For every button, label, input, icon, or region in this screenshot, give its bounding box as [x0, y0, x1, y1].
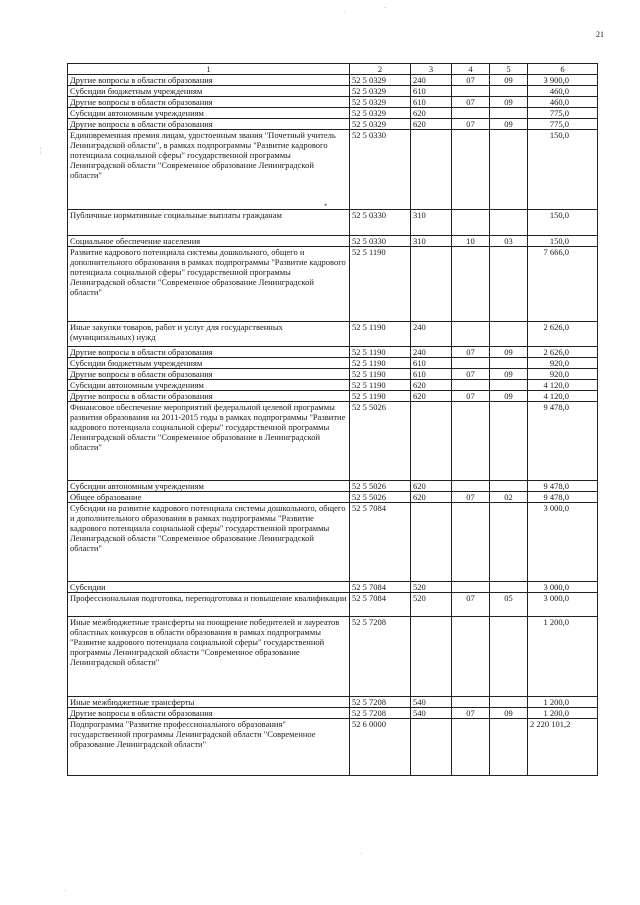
- row-code: 52 5 7208: [350, 617, 411, 697]
- scan-speck: .: [360, 848, 362, 856]
- row-code: 52 5 1190: [350, 380, 411, 391]
- row-expense-type: [411, 402, 452, 481]
- row-section: 07: [452, 391, 490, 402]
- row-amount: 2 626,0: [528, 322, 598, 347]
- row-amount: 3 000,0: [528, 593, 598, 617]
- row-expense-type: 610: [411, 97, 452, 108]
- row-amount: 150,0: [528, 210, 598, 236]
- row-section: [452, 481, 490, 492]
- row-expense-type: 620: [411, 380, 452, 391]
- row-amount: 7 666,0: [528, 247, 598, 322]
- scan-speck: ¦: [40, 146, 42, 154]
- row-expense-type: 620: [411, 492, 452, 503]
- row-subsection: 09: [490, 119, 528, 130]
- row-expense-type: [411, 719, 452, 776]
- page-number: 21: [596, 30, 604, 39]
- row-name: Другие вопросы в области образования: [68, 75, 350, 86]
- row-subsection: [490, 322, 528, 347]
- row-amount: 775,0: [528, 119, 598, 130]
- row-subsection: 09: [490, 97, 528, 108]
- row-name: Социальное обеспечение населения: [68, 236, 350, 247]
- row-name: Субсидии бюджетным учреждениям: [68, 358, 350, 369]
- column-header: 3: [411, 64, 452, 75]
- row-amount: 150,0: [528, 236, 598, 247]
- row-subsection: [490, 108, 528, 119]
- row-amount: 460,0: [528, 86, 598, 97]
- row-expense-type: 310: [411, 210, 452, 236]
- row-code: 52 5 0329: [350, 86, 411, 97]
- row-name: Другие вопросы в области образования: [68, 119, 350, 130]
- row-section: [452, 247, 490, 322]
- row-expense-type: 610: [411, 369, 452, 380]
- scan-speck: .: [344, 6, 346, 14]
- row-subsection: [490, 86, 528, 97]
- row-section: [452, 380, 490, 391]
- row-subsection: 09: [490, 347, 528, 358]
- row-section: [452, 697, 490, 708]
- row-expense-type: [411, 617, 452, 697]
- table-row: [68, 492, 598, 503]
- row-code: 52 5 1190: [350, 247, 411, 322]
- row-expense-type: 240: [411, 347, 452, 358]
- row-name: Субсидии бюджетным учреждениям: [68, 86, 350, 97]
- row-section: 07: [452, 347, 490, 358]
- table-row: [68, 593, 598, 617]
- table-row: [68, 402, 598, 481]
- row-code: 52 5 1190: [350, 347, 411, 358]
- budget-table: [67, 63, 598, 776]
- table-row: [68, 108, 598, 119]
- row-name: Субсидии автономным учреждениям: [68, 108, 350, 119]
- row-section: 07: [452, 708, 490, 719]
- column-header: 2: [350, 64, 411, 75]
- row-subsection: 05: [490, 593, 528, 617]
- row-section: 07: [452, 369, 490, 380]
- row-name: Публичные нормативные социальные выплаты гражданам: [68, 210, 350, 236]
- row-name: Другие вопросы в области образования: [68, 369, 350, 380]
- row-amount: 3 000,0: [528, 503, 598, 582]
- table-row: [68, 503, 598, 582]
- row-name: Другие вопросы в области образования: [68, 391, 350, 402]
- table-row: [68, 719, 598, 776]
- row-subsection: [490, 210, 528, 236]
- table-row: [68, 86, 598, 97]
- row-code: 52 5 0329: [350, 108, 411, 119]
- table-row: [68, 358, 598, 369]
- table-row: [68, 322, 598, 347]
- row-amount: 2 626,0: [528, 347, 598, 358]
- row-subsection: [490, 617, 528, 697]
- row-code: 52 5 7208: [350, 697, 411, 708]
- row-subsection: [490, 380, 528, 391]
- table-row: [68, 380, 598, 391]
- row-section: [452, 130, 490, 210]
- row-code: 52 5 7084: [350, 593, 411, 617]
- row-amount: 3 000,0: [528, 582, 598, 593]
- row-amount: 920,0: [528, 358, 598, 369]
- row-expense-type: 620: [411, 481, 452, 492]
- row-section: 07: [452, 97, 490, 108]
- table-row: [68, 347, 598, 358]
- row-subsection: [490, 719, 528, 776]
- table-row: [68, 617, 598, 697]
- row-expense-type: [411, 130, 452, 210]
- table-row: [68, 236, 598, 247]
- row-expense-type: 520: [411, 582, 452, 593]
- row-name: Иные межбюджетные трансферты: [68, 697, 350, 708]
- row-amount: 1 200,0: [528, 617, 598, 697]
- row-expense-type: 620: [411, 108, 452, 119]
- table-row: [68, 247, 598, 322]
- row-expense-type: [411, 503, 452, 582]
- row-section: [452, 402, 490, 481]
- row-expense-type: 310: [411, 236, 452, 247]
- row-code: 52 5 0329: [350, 97, 411, 108]
- row-amount: 3 900,0: [528, 75, 598, 86]
- row-name: Субсидии автономным учреждениям: [68, 481, 350, 492]
- table-row: [68, 130, 598, 210]
- table-row: [68, 481, 598, 492]
- row-amount: 1 200,0: [528, 697, 598, 708]
- row-expense-type: 520: [411, 593, 452, 617]
- row-code: 52 6 0000: [350, 719, 411, 776]
- table-row: [68, 391, 598, 402]
- row-section: 10: [452, 236, 490, 247]
- row-code: 52 5 5026: [350, 492, 411, 503]
- row-amount: 9 478,0: [528, 492, 598, 503]
- row-amount: 9 478,0: [528, 481, 598, 492]
- row-section: [452, 322, 490, 347]
- row-subsection: [490, 402, 528, 481]
- row-name: Финансовое обеспечение мероприятий федеральной целевой программы развития образования на 2011-2015 годы в рамках подпрограммы "Развитие кадрового потенциала социальной сферы" государственной программы Ленинградской области "Современное образование в Ленинградской области": [68, 402, 350, 481]
- row-code: 52 5 0329: [350, 119, 411, 130]
- row-subsection: 09: [490, 369, 528, 380]
- row-expense-type: [411, 247, 452, 322]
- scan-speck: •: [324, 200, 328, 210]
- row-subsection: [490, 130, 528, 210]
- row-section: [452, 719, 490, 776]
- table-header-row: [68, 64, 598, 75]
- row-code: 52 5 7084: [350, 503, 411, 582]
- row-name: Другие вопросы в области образования: [68, 97, 350, 108]
- row-amount: 1 200,0: [528, 708, 598, 719]
- table-row: [68, 210, 598, 236]
- table-row: [68, 369, 598, 380]
- row-section: [452, 503, 490, 582]
- row-code: 52 5 0329: [350, 75, 411, 86]
- row-code: 52 5 1190: [350, 369, 411, 380]
- row-name: Другие вопросы в области образования: [68, 708, 350, 719]
- row-section: 07: [452, 119, 490, 130]
- row-name: Профессиональная подготовка, переподготовка и повышение квалификации: [68, 593, 350, 617]
- row-section: [452, 358, 490, 369]
- row-subsection: 09: [490, 75, 528, 86]
- row-amount: 150,0: [528, 130, 598, 210]
- table-row: [68, 97, 598, 108]
- row-name: Иные закупки товаров, работ и услуг для государственных (муниципальных) нужд: [68, 322, 350, 347]
- row-subsection: [490, 247, 528, 322]
- row-amount: 460,0: [528, 97, 598, 108]
- row-subsection: 02: [490, 492, 528, 503]
- row-code: 52 5 0330: [350, 236, 411, 247]
- row-expense-type: 240: [411, 322, 452, 347]
- row-code: 52 5 7208: [350, 708, 411, 719]
- row-section: 07: [452, 492, 490, 503]
- row-amount: 2 220 101,2: [528, 719, 598, 776]
- row-code: 52 5 5026: [350, 481, 411, 492]
- row-expense-type: 540: [411, 708, 452, 719]
- row-expense-type: 620: [411, 391, 452, 402]
- row-subsection: [490, 697, 528, 708]
- row-subsection: 09: [490, 391, 528, 402]
- row-amount: 775,0: [528, 108, 598, 119]
- row-code: 52 5 0330: [350, 130, 411, 210]
- row-subsection: [490, 503, 528, 582]
- table-row: [68, 697, 598, 708]
- row-name: Субсидии на развитие кадрового потенциала системы дошкольного, общего и дополнительного образования в рамках подпрограммы "Развитие кадрового потенциала социальной сферы" государственной программы Ленинградской области "Современное образование Ленинградской области": [68, 503, 350, 582]
- row-code: 52 5 1190: [350, 322, 411, 347]
- row-amount: 4 120,0: [528, 380, 598, 391]
- row-name: Субсидии автономным учреждениям: [68, 380, 350, 391]
- row-amount: 9 478,0: [528, 402, 598, 481]
- row-expense-type: 620: [411, 119, 452, 130]
- row-expense-type: 610: [411, 358, 452, 369]
- table-row: [68, 119, 598, 130]
- row-section: [452, 86, 490, 97]
- row-subsection: [490, 481, 528, 492]
- row-section: [452, 582, 490, 593]
- row-name: Другие вопросы в области образования: [68, 347, 350, 358]
- row-section: [452, 617, 490, 697]
- row-expense-type: 240: [411, 75, 452, 86]
- row-subsection: [490, 582, 528, 593]
- row-expense-type: 540: [411, 697, 452, 708]
- row-subsection: 09: [490, 708, 528, 719]
- table-row: [68, 708, 598, 719]
- row-name: Субсидии: [68, 582, 350, 593]
- row-subsection: [490, 358, 528, 369]
- column-header: 5: [490, 64, 528, 75]
- row-name: Общее образование: [68, 492, 350, 503]
- row-expense-type: 610: [411, 86, 452, 97]
- column-header: 4: [452, 64, 490, 75]
- row-amount: 920,0: [528, 369, 598, 380]
- table-row: [68, 75, 598, 86]
- row-code: 52 5 5026: [350, 402, 411, 481]
- column-header: 1: [68, 64, 350, 75]
- row-code: 52 5 1190: [350, 358, 411, 369]
- row-section: [452, 210, 490, 236]
- row-name: Иные межбюджетные трансферты на поощрение победителей и лауреатов областных конкурсов в области образования в рамках подпрограммы "Развитие кадрового потенциала социальной сферы" государственной программы Ленинградской области "Современное образование Ленинградской области": [68, 617, 350, 697]
- row-section: [452, 108, 490, 119]
- column-header: 6: [528, 64, 598, 75]
- scan-speck: ˇ: [384, 6, 387, 14]
- row-section: 07: [452, 75, 490, 86]
- row-code: 52 5 0330: [350, 210, 411, 236]
- scan-speck: .: [64, 885, 66, 893]
- row-section: 07: [452, 593, 490, 617]
- row-code: 52 5 1190: [350, 391, 411, 402]
- row-name: Подпрограмма "Развитие профессионального образования" государственной программы Ленинградской области "Современное образование Ленинградской области": [68, 719, 350, 776]
- row-subsection: 03: [490, 236, 528, 247]
- row-amount: 4 120,0: [528, 391, 598, 402]
- table-row: [68, 582, 598, 593]
- row-name: Развитие кадрового потенциала системы дошкольного, общего и дополнительного образования в рамках подпрограммы "Развитие кадрового потенциала социальной сферы" государственной программы Ленинградской области "Современное образование Ленинградской области": [68, 247, 350, 322]
- row-code: 52 5 7084: [350, 582, 411, 593]
- row-name: Единовременная премия лицам, удостоенным звания "Почетный учитель Ленинградской области", в рамках подпрограммы "Развитие кадрового потенциала социальной сферы" государственной программы Ленинградской области "Современное образование Ленинградской области": [68, 130, 350, 210]
